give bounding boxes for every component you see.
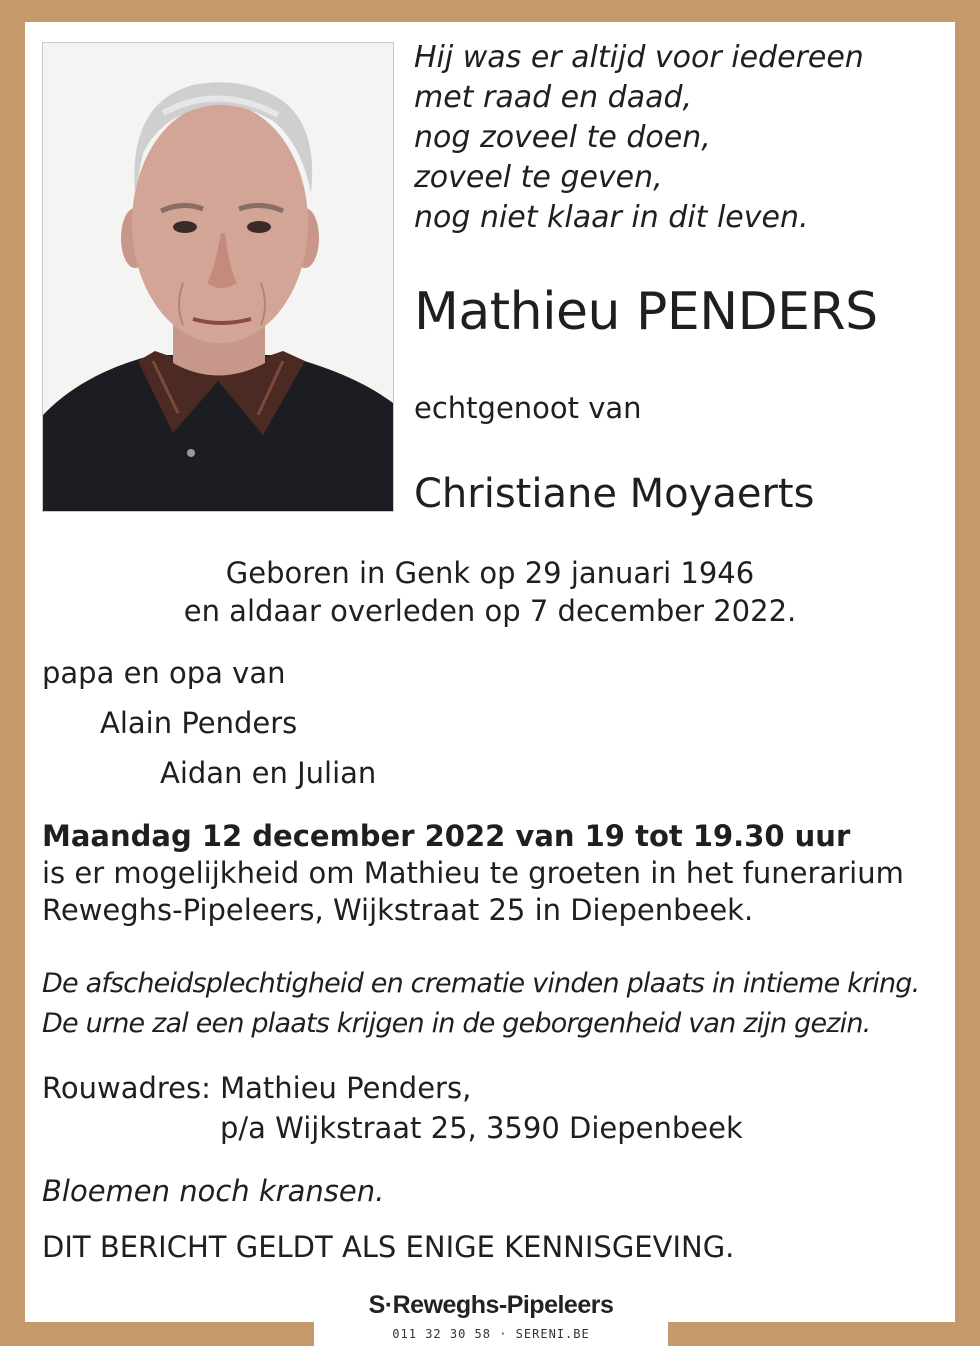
poem-line: nog niet klaar in dit leven.	[414, 200, 809, 235]
poem-line: nog zoveel te doen,	[414, 120, 711, 155]
poem-line: zoveel te geven,	[414, 160, 663, 195]
visitation-line: is er mogelijkheid om Mathieu te groeten in het funerarium	[42, 856, 904, 890]
flowers-note: Bloemen noch kransen.	[42, 1174, 385, 1208]
poem-line: met raad en daad,	[414, 80, 693, 115]
funeral-home-contact: 011 32 30 58 · SERENI.BE	[392, 1327, 590, 1341]
birth-death-info	[42, 554, 938, 630]
portrait-photo	[42, 42, 394, 512]
notice-statement: DIT BERICHT GELDT ALS ENIGE KENNISGEVING.	[42, 1230, 735, 1264]
spouse-label: echtgenoot van	[414, 391, 642, 425]
visitation-info	[42, 818, 952, 929]
mourning-address	[42, 1068, 743, 1148]
child-name: Alain Penders	[100, 706, 298, 740]
deceased-name: Mathieu PENDERS	[414, 282, 878, 342]
grandchildren-names: Aidan en Julian	[160, 756, 377, 790]
urn-line: De urne zal een plaats krijgen in de geborgenheid van zijn gezin.	[42, 1008, 871, 1039]
family-intro: papa en opa van	[42, 656, 286, 690]
death-line: en aldaar overleden op 7 december 2022.	[183, 594, 797, 628]
poem	[414, 38, 934, 238]
visitation-date: Maandag 12 december 2022 van 19 tot 19.30 uur	[42, 819, 851, 853]
spouse-name: Christiane Moyaerts	[414, 471, 815, 517]
address-line: Rouwadres: Mathieu Penders,	[42, 1071, 472, 1105]
poem-line: Hij was er altijd voor iedereen	[414, 40, 864, 75]
funeral-home-logo: S·Reweghs-Pipeleers	[368, 1291, 614, 1319]
ceremony-info	[42, 964, 952, 1044]
address-line: p/a Wijkstraat 25, 3590 Diepenbeek	[220, 1111, 743, 1145]
visitation-location: Reweghs-Pipeleers, Wijkstraat 25 in Diepenbeek.	[42, 893, 754, 927]
ceremony-line: De afscheidsplechtigheid en crematie vinden plaats in intieme kring.	[42, 968, 920, 999]
birth-line: Geboren in Genk op 29 januari 1946	[225, 556, 755, 590]
